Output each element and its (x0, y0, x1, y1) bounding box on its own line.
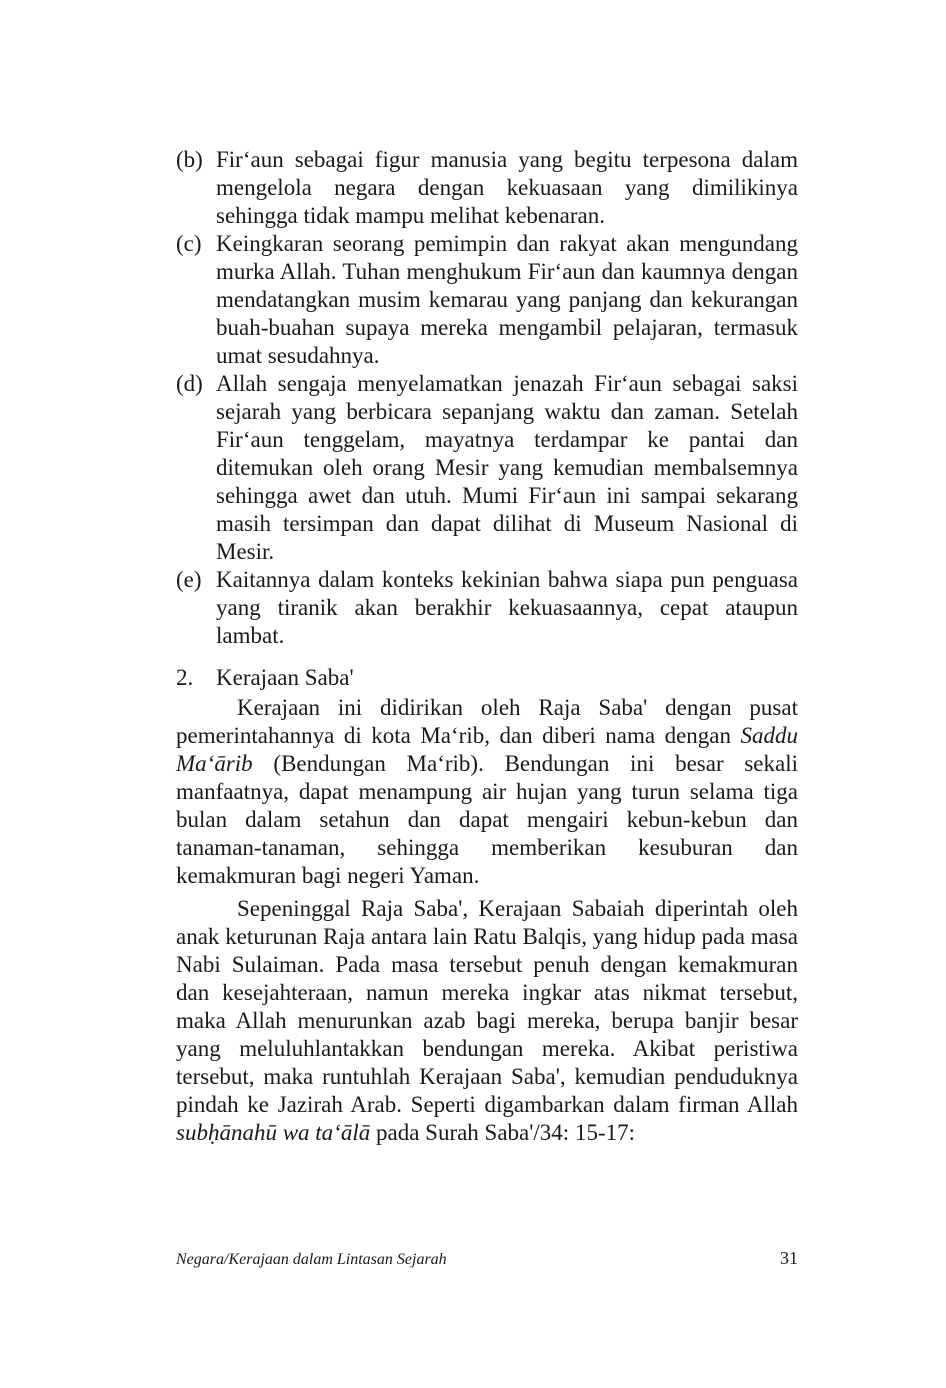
list-item-text: Fir‘aun sebagai figur manusia yang begitu terpesona dalam mengelola negara dengan kekuasaan yang dimilikinya sehingga tidak mampu melihat kebenaran. (216, 147, 798, 228)
section-number: 2. (176, 665, 194, 690)
list-marker: (e) (176, 567, 202, 592)
page-body (176, 146, 798, 1147)
paragraph-text: pada Surah Saba'/34: 15-17: (370, 1120, 635, 1145)
paragraph-text: Kerajaan ini didirikan oleh Raja Saba' dengan pusat pemerintahannya di kota Ma‘rib, dan diberi nama dengan (176, 695, 798, 748)
list-marker: (c) (176, 231, 202, 256)
list-marker: (b) (176, 147, 203, 172)
italic-term: subḥānahū wa ta‘ālā (176, 1120, 371, 1145)
paragraph-text: (Bendungan Ma‘rib). Bendungan ini besar sekali manfaatnya, dapat menampung air hujan yang turun selama tiga bulan dalam setahun dan dapat mengairi kebun-kebun dan tanaman-tanaman, sehingga memberikan kesuburan dan kemakmuran bagi negeri Yaman. (176, 751, 798, 888)
list-item-text: Allah sengaja menyelamatkan jenazah Fir‘aun sebagai saksi sejarah yang berbicara sepanjang waktu dan zaman. Setelah Fir‘aun tenggelam, mayatnya terdampar ke pantai dan ditemukan oleh orang Mesir yang kemudian membalsemnya sehingga awet dan utuh. Mumi Fir‘aun ini sampai sekarang masih tersimpan dan dapat dilihat di Museum Nasional di Mesir. (216, 371, 798, 564)
list-item-d (176, 370, 798, 566)
list-item-e (176, 566, 798, 650)
list-item-b (176, 146, 798, 230)
list-item-c (176, 230, 798, 370)
page-number: 31 (780, 1248, 798, 1268)
list-item-text: Keingkaran seorang pemimpin dan rakyat akan mengundang murka Allah. Tuhan menghukum Fir‘aun dan kaumnya dengan mendatangkan musim kemarau yang panjang dan kekurangan buah-buahan supaya mereka mengambil pelajaran, termasuk umat sesudahnya. (216, 231, 798, 368)
section-heading (176, 664, 798, 692)
paragraph-text: Sepeninggal Raja Saba', Kerajaan Sabaiah diperintah oleh anak keturunan Raja antara lain Ratu Balqis, yang hidup pada masa Nabi Sulaiman. Pada masa tersebut penuh dengan kemakmuran dan kesejahteraan, namun mereka ingkar atas nikmat tersebut, maka Allah menurunkan azab bagi mereka, berupa banjir besar yang meluluhlantakkan bendungan mereka. Akibat peristiwa tersebut, maka runtuhlah Kerajaan Saba', kemudian penduduknya pindah ke Jazirah Arab. Seperti digambarkan dalam firman Allah (176, 896, 798, 1117)
section-title: Kerajaan Saba' (216, 665, 354, 690)
running-title: Negara/Kerajaan dalam Lintasan Sejarah (176, 1251, 447, 1268)
list-item-text: Kaitannya dalam konteks kekinian bahwa siapa pun penguasa yang tiranik akan berakhir kekuasaannya, cepat ataupun lambat. (216, 567, 798, 648)
page-footer (176, 1248, 798, 1269)
paragraph-saba-founding (176, 694, 798, 890)
paragraph-saba-fall (176, 895, 798, 1147)
italic-term: Saddu Ma‘ārib (176, 723, 798, 776)
list-marker: (d) (176, 371, 203, 396)
